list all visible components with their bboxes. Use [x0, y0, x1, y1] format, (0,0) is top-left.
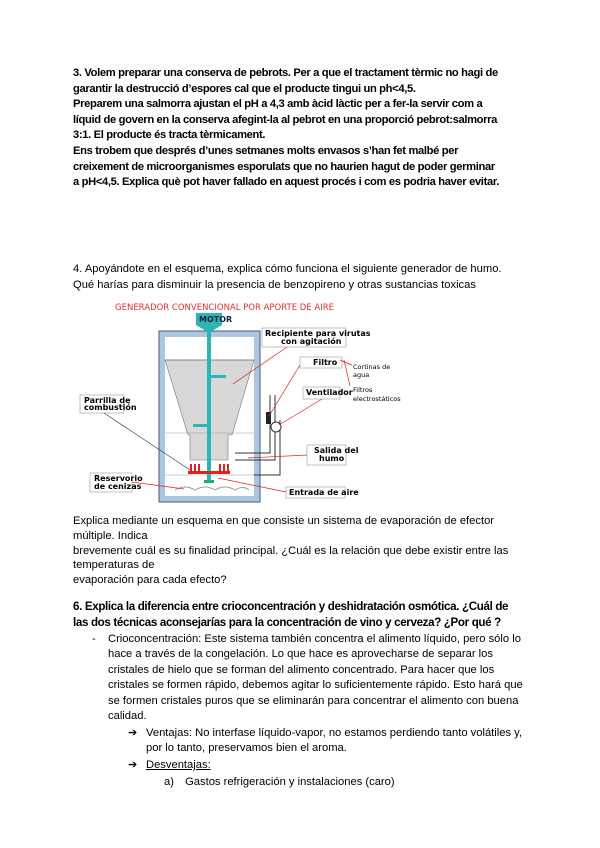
text-line: creixement de microorganismes esporulats que no haurien hagut de poder germinar	[73, 160, 495, 173]
svg-text:Recipiente para virutas: Recipiente para virutas	[265, 329, 371, 338]
desventajas-heading: Desventajas:	[146, 759, 211, 771]
text-line: múltiple. Indica	[73, 529, 148, 542]
text-line: 4. Apoyándote en el esquema, explica cómo funciona el siguiente generador de humo.	[73, 263, 502, 275]
arrow-bullet-icon: ➔	[128, 759, 138, 771]
agitator-blade	[211, 375, 226, 378]
label-recipiente	[262, 328, 371, 347]
bullet-desventajas	[128, 758, 211, 773]
label-ventilador	[303, 387, 353, 399]
combustion-grill	[188, 471, 230, 474]
text-line: 3:1. El producte és tracta tèrmicament.	[73, 129, 266, 142]
text-line: las dos técnicas aconsejarías para la concentración de vino y cerveza? ¿Por qué ?	[73, 615, 501, 629]
text-line: líquid de govern en la conserva afegint-la al pebrot en una proporció pebrot:salmorra	[73, 113, 498, 126]
question-5	[73, 514, 508, 588]
svg-text:Filtro: Filtro	[313, 358, 338, 367]
label-cortinas: agua	[353, 371, 370, 379]
bullet-marker: -	[92, 633, 96, 645]
text-line: Explica mediante un esquema en que consiste un sistema de evaporación de efector	[73, 515, 495, 527]
svg-text:de cenizas: de cenizas	[94, 482, 142, 491]
svg-text:Entrada de aire: Entrada de aire	[289, 488, 359, 497]
text-line: hace a través de la congelación. Lo que hace es aprovecharse de separar los	[108, 648, 493, 661]
shaft-base	[204, 480, 214, 483]
motor-label: MOTOR	[199, 315, 233, 324]
bullet-crioconcentracion	[92, 632, 523, 724]
text-line: temperaturas de	[73, 559, 155, 572]
fan-icon	[271, 422, 281, 432]
label-filtro	[300, 357, 342, 368]
svg-text:combustión: combustión	[84, 403, 137, 412]
text-line: Ens trobem que després d’unes setmanes molts envasos s’han fet malbé per	[73, 144, 459, 157]
text-line: garantir la destrucció d’espores cal que el producte tingui un ph<4,5.	[73, 82, 416, 95]
text-line: se formen cristales puros que se eliminarán para concentrar el alimento con buena	[108, 694, 519, 707]
text-line: Ventajas: No interfase líquido-vapor, no estamos perdiendo tanto volátiles y,	[146, 727, 523, 739]
text-line: cristales de hielo que se forman del alimento concentrado. Para hacer que los	[108, 663, 495, 676]
list-marker: a)	[164, 776, 174, 788]
text-line: Qué harías para disminuir la presencia de benzopireno y otras sustancias toxicas	[73, 279, 476, 291]
question-3	[73, 66, 499, 191]
svg-text:Ventilador: Ventilador	[306, 388, 353, 397]
text-line: Gastos refrigeración y instalaciones (caro)	[185, 776, 395, 788]
label-salida	[307, 445, 359, 465]
bullet-ventajas	[128, 726, 522, 757]
svg-text:con agitación: con agitación	[281, 337, 342, 346]
question-6	[73, 599, 508, 630]
text-line: 6. Explica la diferencia entre crioconcentración y deshidratación osmótica. ¿Cuál de	[73, 600, 509, 613]
text-line: por lo tanto, preservamos bien el aroma.	[146, 742, 347, 755]
diagram-title: GENERADOR CONVENCIONAL POR APORTE DE AIRE	[115, 303, 334, 313]
svg-text:Salida del: Salida del	[314, 446, 359, 455]
agitator-shaft	[207, 331, 211, 481]
agitator-blade	[193, 424, 207, 427]
text-line: evaporación para cada efecto?	[73, 574, 227, 587]
list-item-a	[164, 775, 395, 790]
label-filtros-electrostaticos: electrostáticos	[353, 395, 401, 403]
arrow-bullet-icon: ➔	[128, 727, 138, 739]
question-4	[73, 261, 502, 293]
text-line: brevemente cuál es su finalidad principal. ¿Cuál es la relación que debe existir entre las	[73, 544, 509, 557]
label-entrada	[286, 487, 359, 498]
label-cortinas: Cortinas de	[353, 363, 391, 371]
text-line: Crioconcentración: Este sistema también concentra el alimento líquido, pero sólo lo	[108, 633, 521, 645]
text-line: calidad.	[108, 710, 147, 723]
svg-text:Parrilla de: Parrilla de	[84, 396, 131, 405]
label-parrilla	[80, 395, 137, 413]
svg-text:Reservorio: Reservorio	[94, 474, 143, 483]
text-line: a pH<4,5. Explica què pot haver fallado en aquest procés i com es podria haver evitar.	[73, 176, 499, 189]
svg-text:humo: humo	[319, 454, 345, 463]
smoke-generator-diagram	[60, 295, 440, 505]
text-line: 3. Volem preparar una conserva de pebrots. Per a que el tractament tèrmic no hagi de	[73, 67, 498, 79]
text-line: Preparem una salmorra ajustan el pH a 4,3 amb àcid làctic per a fer-la servir com a	[73, 98, 483, 111]
text-line: cristales se formen rápido, debemos agitar lo suficientemente rápido. Esto hará que	[108, 679, 523, 692]
label-filtros-electrostaticos: Filtros	[353, 386, 373, 394]
